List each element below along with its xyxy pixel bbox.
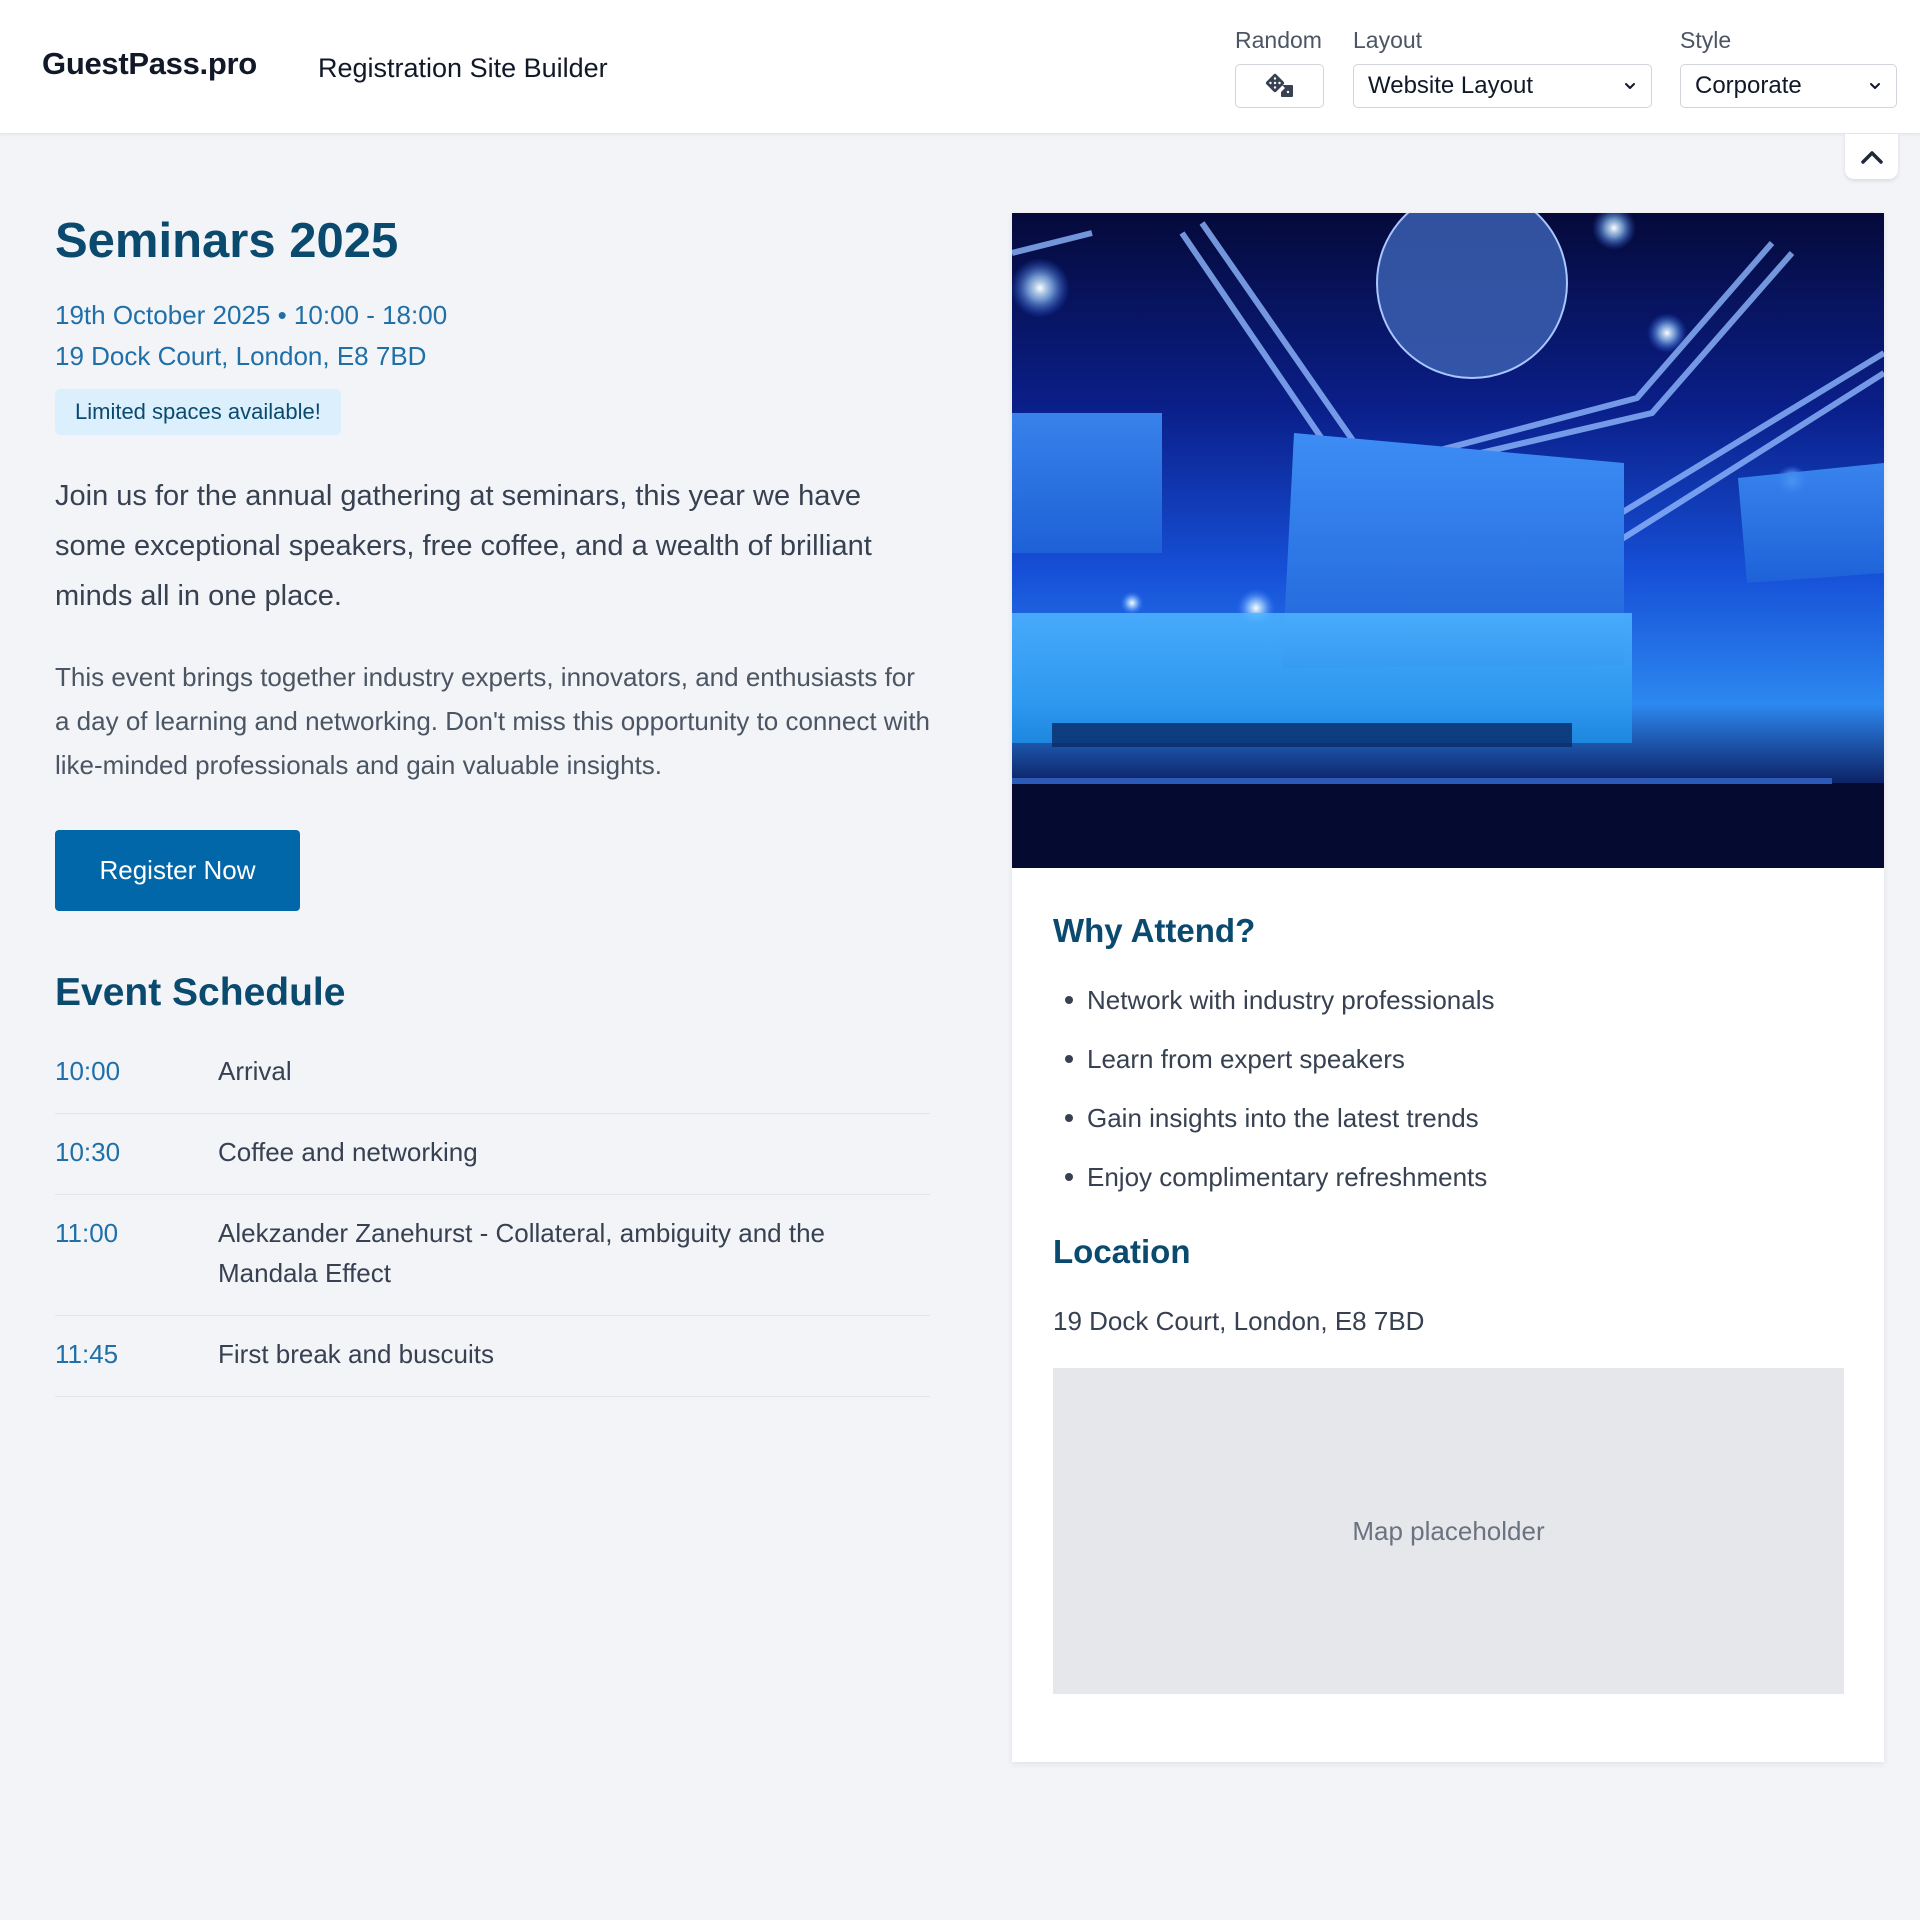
schedule-desc: First break and buscuits <box>218 1338 495 1369</box>
schedule-time: 11:45 <box>55 1338 119 1369</box>
event-address: 19 Dock Court, London, E8 7BD <box>55 340 427 371</box>
why-attend-title: Why Attend? <box>1053 912 1256 949</box>
map-placeholder[interactable] <box>1053 1368 1844 1694</box>
layout-label: Layout <box>1353 27 1423 53</box>
list-item-text: Learn from expert speakers <box>1087 1044 1405 1074</box>
bullet-icon <box>1065 1055 1073 1063</box>
availability-badge: Limited spaces available! <box>55 389 341 435</box>
schedule-time: 11:00 <box>55 1217 119 1248</box>
register-now-button[interactable]: Register Now <box>55 830 300 911</box>
event-body-text: This event brings together industry experts, innovators, and enthusiasts for a day of learning and networking. Don't miss this opportunity to connect with like-minded professionals and gain valuable insights. <box>55 661 930 780</box>
list-item-text: Network with industry professionals <box>1087 985 1495 1015</box>
schedule-title: Event Schedule <box>55 970 346 1014</box>
chevron-down-icon <box>1623 79 1637 93</box>
bullet-icon <box>1065 1114 1073 1122</box>
info-card <box>1012 213 1884 1762</box>
list-item <box>1053 1098 1843 1138</box>
layout-select-value: Website Layout <box>1368 72 1533 99</box>
random-label: Random <box>1235 27 1322 53</box>
list-item <box>1053 980 1843 1020</box>
schedule-time: 10:00 <box>55 1055 121 1086</box>
chevron-down-icon <box>1868 79 1882 93</box>
event-datetime: 19th October 2025 • 10:00 - 18:00 <box>55 299 448 330</box>
map-placeholder-text: Map placeholder <box>1352 1515 1545 1546</box>
top-bar <box>0 0 1920 134</box>
random-button[interactable] <box>1235 64 1324 108</box>
schedule-row <box>55 1033 930 1114</box>
event-details <box>55 213 930 1397</box>
bullet-icon <box>1065 996 1073 1004</box>
event-lead-text: Join us for the annual gathering at seminars, this year we have some exceptional speakers, free coffee, and a wealth of brilliant minds all in one place. <box>55 479 872 612</box>
app-subtitle: Registration Site Builder <box>318 53 608 83</box>
dice-icon <box>1265 73 1295 99</box>
style-select-value: Corporate <box>1695 72 1802 99</box>
collapse-header-button[interactable] <box>1845 134 1898 179</box>
location-title: Location <box>1053 1233 1191 1270</box>
schedule-time: 10:30 <box>55 1136 121 1167</box>
list-item <box>1053 1039 1843 1079</box>
bullet-icon <box>1065 1173 1073 1181</box>
layout-select[interactable] <box>1353 64 1652 108</box>
chevron-up-icon <box>1860 149 1884 165</box>
schedule-list <box>55 1033 930 1397</box>
schedule-desc: Coffee and networking <box>218 1136 478 1167</box>
venue-hero-image <box>1012 213 1884 868</box>
list-item <box>1053 1157 1843 1197</box>
event-title: Seminars 2025 <box>55 214 399 268</box>
list-item-text: Gain insights into the latest trends <box>1087 1103 1479 1133</box>
list-item-text: Enjoy complimentary refreshments <box>1087 1162 1488 1192</box>
style-label: Style <box>1680 27 1732 53</box>
event-meta <box>55 295 930 377</box>
why-attend-list <box>1053 980 1843 1197</box>
schedule-row <box>55 1316 930 1397</box>
location-address: 19 Dock Court, London, E8 7BD <box>1053 1306 1425 1336</box>
venue-illustration <box>1012 213 1884 868</box>
schedule-desc: Arrival <box>218 1055 292 1086</box>
style-select[interactable] <box>1680 64 1897 108</box>
schedule-desc: Alekzander Zanehurst - Collateral, ambiguity and the Mandala Effect <box>218 1217 825 1288</box>
brand-logo[interactable]: GuestPass.pro <box>42 46 257 81</box>
schedule-row <box>55 1195 930 1316</box>
schedule-row <box>55 1114 930 1195</box>
